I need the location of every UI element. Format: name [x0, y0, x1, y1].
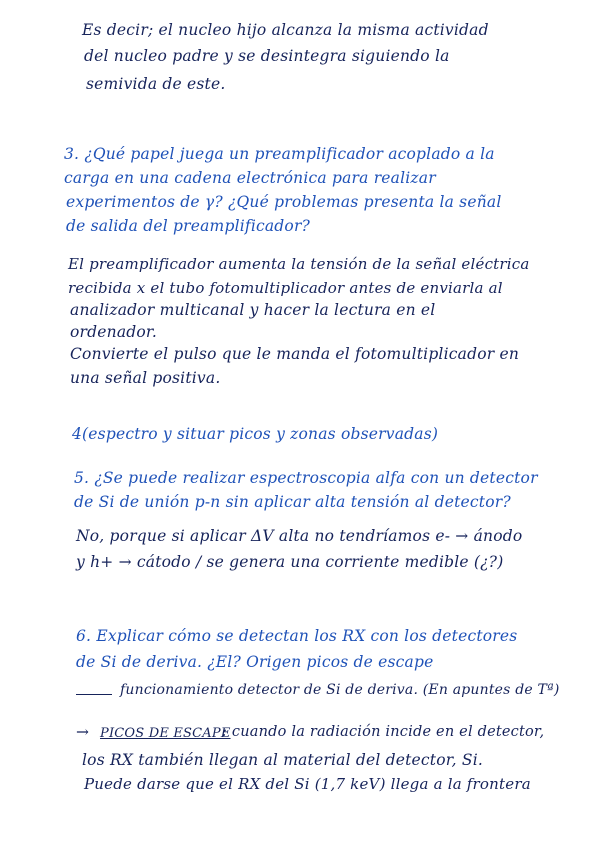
escape-peaks-label: PICOS DE ESCAPE	[100, 726, 231, 741]
q6-question-line-2: de Si de deriva. ¿El? Origen picos de escape	[76, 653, 434, 671]
escape-peaks-text: : cuando la radiación incide en el detector,	[222, 724, 545, 740]
escape-arrow: →	[76, 723, 90, 741]
q5-question-line-1: 5. ¿Se puede realizar espectroscopia alfa con un detector	[74, 469, 538, 487]
q6-question-line-1: 6. Explicar cómo se detectan los RX con los detectores	[76, 627, 518, 645]
q5-answer-line-1: No, porque si aplicar ΔV alta no tendríamos e- → ánodo	[76, 527, 523, 545]
q5-answer-line-2: y h+ → cátodo / se genera una corriente medible (¿?)	[76, 553, 504, 571]
intro-line-1: Es decir; el nucleo hijo alcanza la misma actividad	[82, 21, 489, 39]
q3-answer-line-1: El preamplificador aumenta la tensión de la señal eléctrica	[68, 255, 530, 273]
q6-answer-line-2: Puede darse que el RX del Si (1,7 keV) llega a la frontera	[84, 775, 531, 793]
q3-answer-line-3: analizador multicanal y hacer la lectura en el	[70, 301, 436, 319]
q3-question-line-4: de salida del preamplificador?	[66, 217, 311, 235]
q3-question-line-1: 3. ¿Qué papel juega un preamplificador acoplado a la	[64, 145, 495, 163]
q3-answer-line-5: Convierte el pulso que le manda el fotomultiplicador en	[70, 345, 520, 363]
q3-answer-line-6: una señal positiva.	[70, 369, 221, 387]
q3-question-line-3: experimentos de γ? ¿Qué problemas presenta la señal	[66, 193, 502, 211]
bullet-dash-mark	[76, 694, 112, 695]
q3-answer-line-4: ordenador.	[70, 323, 157, 341]
intro-line-2: del nucleo padre y se desintegra siguiendo la	[84, 47, 450, 65]
intro-line-3: semivida de este.	[86, 75, 226, 93]
q3-question-line-2: carga en una cadena electrónica para realizar	[64, 169, 436, 187]
q5-question-line-2: de Si de unión p-n sin aplicar alta tensión al detector?	[74, 493, 511, 511]
q6-answer-line-1: los RX también llegan al material del detector, Si.	[82, 751, 484, 769]
q6-point-1: funcionamiento detector de Si de deriva. (En apuntes de Tª)	[120, 682, 560, 698]
q3-answer-line-2: recibida x el tubo fotomultiplicador antes de enviarla al	[68, 279, 503, 297]
q4-note: 4(espectro y situar picos y zonas observadas)	[72, 425, 439, 443]
